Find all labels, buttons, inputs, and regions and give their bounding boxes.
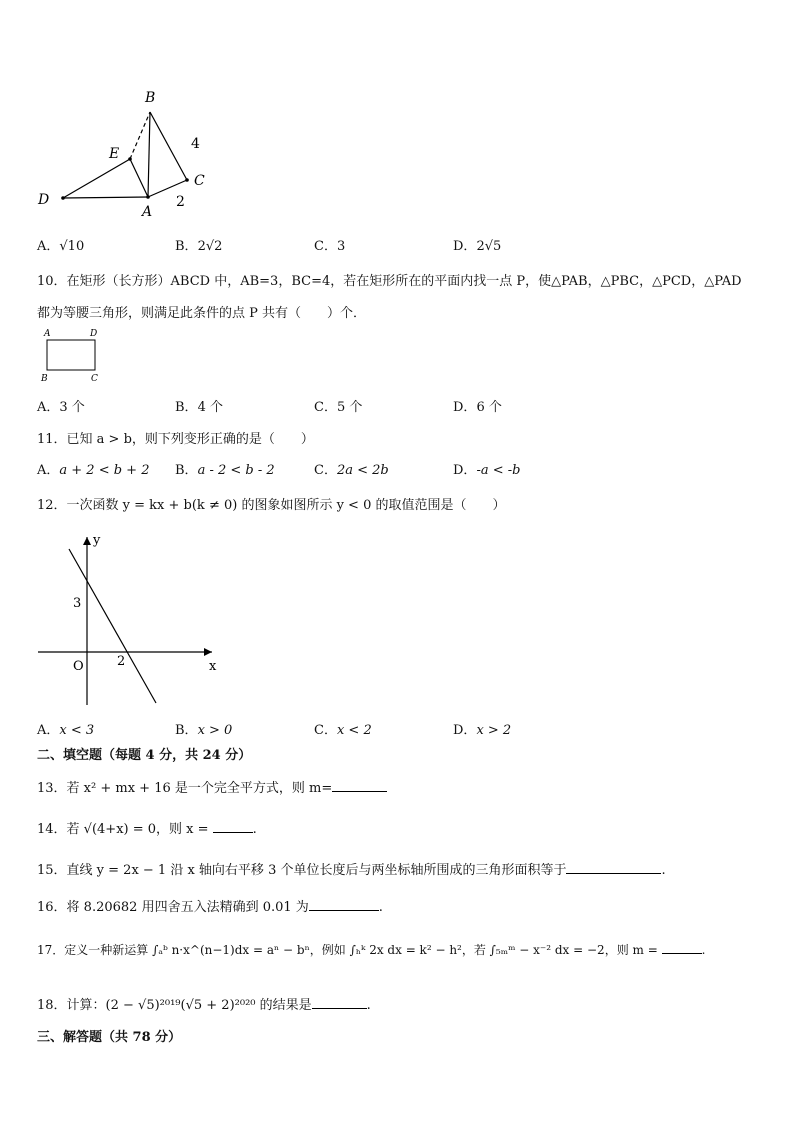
q12-option-c-text: x < 2 (336, 723, 372, 738)
q12-option-c-letter: C． (314, 723, 337, 738)
q9-option-c[interactable] (314, 235, 345, 254)
q10-option-a[interactable] (37, 396, 85, 415)
label-d: D (38, 192, 50, 208)
q9-option-c-letter: C． (314, 239, 337, 254)
label-b: B (145, 90, 156, 106)
q11-option-d-text: -a < -b (476, 463, 521, 478)
q10-option-a-letter: A． (37, 400, 60, 415)
q14 (37, 818, 257, 837)
q10-option-a-text: 3 个 (59, 400, 85, 415)
q18-answer-blank[interactable] (312, 996, 367, 1009)
q9-option-a-letter: A． (37, 239, 60, 254)
label-e: E (109, 146, 120, 162)
rect-label-b: B (41, 374, 48, 384)
q9-option-d[interactable] (453, 235, 501, 254)
q9-option-b-letter: B． (175, 239, 198, 254)
q9-triangle-figure (30, 85, 220, 225)
q12-option-b[interactable] (175, 719, 232, 738)
q13-text: 13．若 x² + mx + 16 是一个完全平方式，则 m= (37, 781, 333, 796)
q15-text: 15．直线 y = 2x − 1 沿 x 轴向右平移 3 个单位长度后与两坐标轴所围成的三角形面积等于 (37, 863, 567, 878)
q9-option-a[interactable] (37, 235, 84, 254)
q12-option-c[interactable] (314, 719, 372, 738)
q12-stem: 12．一次函数 y = kx + b(k ≠ 0) 的图象如图所示 y < 0 的取值范围是（ ） (37, 498, 506, 513)
q11-option-b[interactable] (175, 459, 275, 478)
rect-label-a: A (44, 329, 51, 339)
q10-option-b-text: 4 个 (197, 400, 223, 415)
q10-stem-line2: 都为等腰三角形，则满足此条件的点 P 共有（ ）个． (37, 306, 367, 321)
q12-option-a[interactable] (37, 719, 94, 738)
graph-label-y-intercept: 3 (73, 596, 82, 611)
section-heading-solutions: 三、解答题（共 78 分） (37, 1030, 182, 1045)
graph-label-origin: O (73, 659, 84, 674)
q11-option-c-letter: C． (314, 463, 337, 478)
q16-end: . (378, 900, 383, 915)
q10-option-d-letter: D． (453, 400, 477, 415)
q17-end: . (701, 943, 706, 957)
q12-option-b-text: x > 0 (197, 723, 233, 738)
q16 (37, 896, 383, 915)
q12-line-graph (32, 525, 232, 715)
q9-option-b[interactable] (175, 235, 222, 254)
graph-label-x: x (209, 659, 217, 674)
q16-text: 16．将 8.20682 用四舍五入法精确到 0.01 为 (37, 900, 309, 915)
graph-label-x-intercept: 2 (117, 654, 126, 669)
q16-answer-blank[interactable] (309, 898, 379, 911)
q9-option-a-text: √10 (59, 239, 85, 254)
q17 (37, 941, 705, 958)
q13-answer-blank[interactable] (332, 779, 387, 792)
q12-option-a-text: x < 3 (59, 723, 95, 738)
q9-option-c-text: 3 (336, 239, 346, 254)
label-side-4: 4 (191, 136, 200, 152)
q12-option-d[interactable] (453, 719, 511, 738)
q13 (37, 777, 387, 796)
q18-text: 18．计算：(2 − √5)²⁰¹⁹(√5 + 2)²⁰²⁰ 的结果是 (37, 998, 312, 1013)
q12-option-a-letter: A． (37, 723, 60, 738)
q11-option-c-text: 2a < 2b (336, 463, 389, 478)
rect-label-c: C (91, 374, 98, 384)
q10-option-b[interactable] (175, 396, 223, 415)
q10-option-d-text: 6 个 (476, 400, 502, 415)
q17-answer-blank[interactable] (662, 941, 702, 954)
q10-stem-line1: 10．在矩形（长方形）ABCD 中，AB=3，BC=4，若在矩形所在的平面内找一点 P，使△PAB，△PBC，△PCD，△PAD (37, 274, 742, 289)
q11-option-d-letter: D． (453, 463, 477, 478)
q10-option-c[interactable] (314, 396, 362, 415)
q9-option-d-letter: D． (453, 239, 477, 254)
q11-option-a[interactable] (37, 459, 149, 478)
q11-option-c[interactable] (314, 459, 389, 478)
q14-text: 14．若 √(4+x) = 0，则 x = (37, 822, 213, 837)
q15-answer-blank[interactable] (566, 861, 661, 874)
label-side-2: 2 (176, 194, 185, 210)
graph-label-y: y (93, 533, 101, 548)
q18-end: . (366, 998, 371, 1013)
q10-option-c-letter: C． (314, 400, 337, 415)
q12-option-d-letter: D． (453, 723, 477, 738)
q10-option-c-text: 5 个 (336, 400, 363, 415)
q9-option-d-text: 2√5 (476, 239, 502, 254)
q11-option-b-letter: B． (175, 463, 198, 478)
q15 (37, 859, 666, 878)
q11-option-b-text: a - 2 < b - 2 (197, 463, 275, 478)
q14-answer-blank[interactable] (213, 820, 253, 833)
q18 (37, 994, 371, 1013)
q12-option-d-text: x > 2 (476, 723, 512, 738)
q14-end: . (252, 822, 257, 837)
q9-option-b-text: 2√2 (197, 239, 223, 254)
q11-stem: 11．已知 a > b，则下列变形正确的是（ ） (37, 432, 314, 447)
label-c: C (194, 173, 205, 189)
q12-option-b-letter: B． (175, 723, 198, 738)
q11-option-a-letter: A． (37, 463, 60, 478)
q10-rectangle-figure (38, 325, 108, 385)
q15-end: . (661, 863, 666, 878)
q10-option-d[interactable] (453, 396, 502, 415)
section-heading-fill-in: 二、填空题（每题 4 分，共 24 分） (37, 748, 252, 763)
rect-label-d: D (90, 329, 98, 339)
q17-text: 17．定义一种新运算 ∫ₐᵇ n·x^(n−1)dx = aⁿ − bⁿ，例如 ∫ₕᵏ 2x dx = k² − h²，若 ∫₅ₘᵐ − x⁻² dx = −2，则 m = (37, 943, 662, 957)
q10-option-b-letter: B． (175, 400, 198, 415)
q11-option-a-text: a + 2 < b + 2 (59, 463, 150, 478)
label-a: A (142, 204, 153, 220)
q11-option-d[interactable] (453, 459, 520, 478)
